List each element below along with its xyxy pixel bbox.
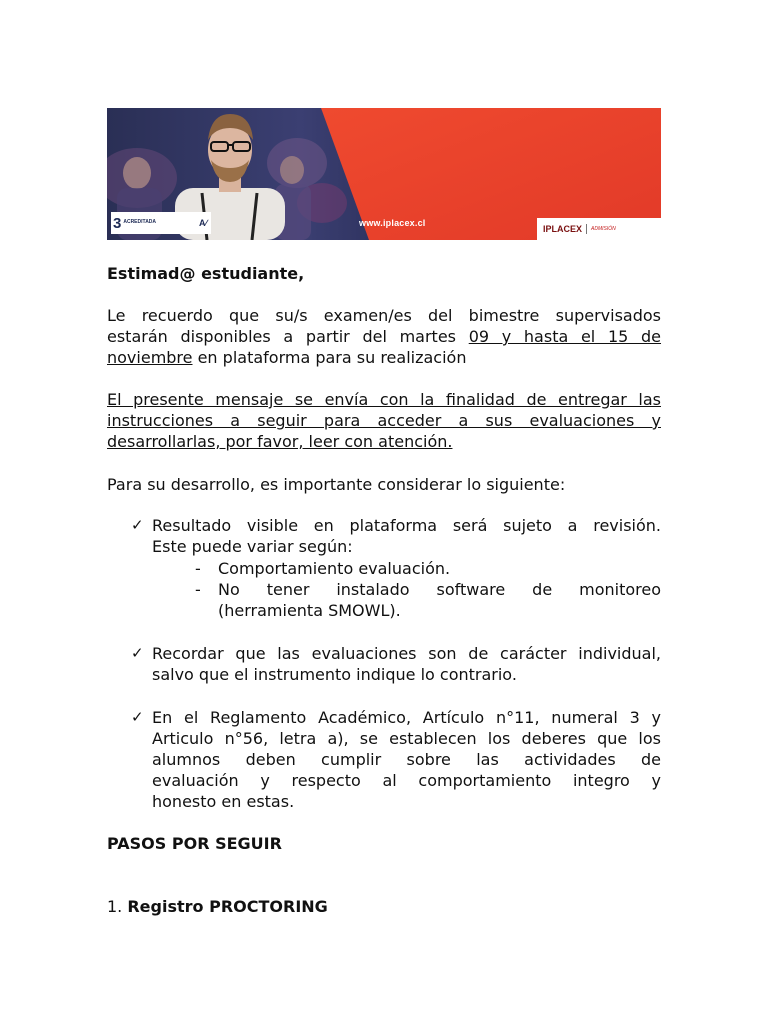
sub-item-2 xyxy=(218,579,661,621)
logo-divider xyxy=(586,224,587,234)
notice-line-2: instrucciones a seguir para acceder a sus evaluaciones y xyxy=(107,411,661,430)
notice-paragraph xyxy=(107,389,661,452)
accreditation-label-text: ACREDITADA xyxy=(123,219,157,226)
intro-paragraph xyxy=(107,305,661,368)
check-icon: ✓ xyxy=(131,644,144,662)
checklist-item-3-line-3: alumnos deben cumplir sobre las actividades de xyxy=(152,750,661,769)
checklist-item-1-line-2: Este puede variar según: xyxy=(152,537,353,556)
step-1 xyxy=(107,896,661,917)
sub-item-1: Comportamiento evaluación. xyxy=(218,559,451,578)
accreditation-logo-icon: A∕ xyxy=(198,218,207,228)
checklist-item-3-line-2: Articulo n°56, letra a), se establecen los deberes que los xyxy=(152,729,661,748)
intro-line-2 xyxy=(107,326,661,347)
dash-bullet: - xyxy=(195,580,201,599)
steps-heading: PASOS POR SEGUIR xyxy=(107,834,282,853)
checklist-item-3-line-1: En el Reglamento Académico, Artículo n°11, numeral 3 y xyxy=(152,708,661,727)
intro-dates-start: 09 y hasta el 15 de xyxy=(468,327,662,346)
accreditation-badge xyxy=(111,212,211,234)
notice-line-3: desarrollarlas, por favor, leer con atención. xyxy=(107,432,453,451)
intro-dates-month: noviembre xyxy=(107,348,193,367)
banner-url: www.iplacex.cl xyxy=(359,218,426,228)
step-1-title: Registro PROCTORING xyxy=(127,897,328,916)
intro-line-3-text: en plataforma para su realización xyxy=(192,348,467,367)
check-icon: ✓ xyxy=(131,708,144,726)
sub-item-2-line-2: (herramienta SMOWL). xyxy=(218,601,401,620)
notice-line-1: El presente mensaje se envía con la finalidad de entregar las xyxy=(107,390,661,409)
sub-item-2-line-1: No tener instalado software de monitoreo xyxy=(218,580,661,599)
checklist-item-1-line-1: Resultado visible en plataforma será sujeto a revisión. xyxy=(152,516,661,535)
dash-bullet: - xyxy=(195,559,201,578)
checklist-item-1 xyxy=(152,515,661,557)
accreditation-years: 3 xyxy=(113,214,122,232)
accreditation-label xyxy=(123,220,156,226)
check-icon: ✓ xyxy=(131,516,144,534)
admission-label: ADMISIÓN xyxy=(591,226,616,232)
intro-line-1: Le recuerdo que su/s examen/es del bimestre supervisados xyxy=(107,306,661,325)
logo-text: IPLACEX xyxy=(543,224,583,234)
consider-line: Para su desarrollo, es importante considerar lo siguiente: xyxy=(107,475,566,494)
checklist-item-3-line-5: honesto en estas. xyxy=(152,792,295,811)
intro-line-2-text: estarán disponibles a partir del martes xyxy=(107,327,469,346)
checklist-item-2 xyxy=(152,643,661,685)
checklist-item-2-line-2: salvo que el instrumento indique lo contrario. xyxy=(152,665,517,684)
intro-line-3 xyxy=(107,347,661,368)
step-1-number: 1. xyxy=(107,897,123,916)
checklist-item-2-line-1: Recordar que las evaluaciones son de carácter individual, xyxy=(152,644,661,663)
greeting: Estimad@ estudiante, xyxy=(107,264,305,283)
checklist-item-3-line-4: evaluación y respecto al comportamiento integro y xyxy=(152,771,661,790)
iplacex-logo xyxy=(543,222,616,236)
checklist-item-3 xyxy=(152,707,661,812)
header-banner xyxy=(107,108,661,240)
